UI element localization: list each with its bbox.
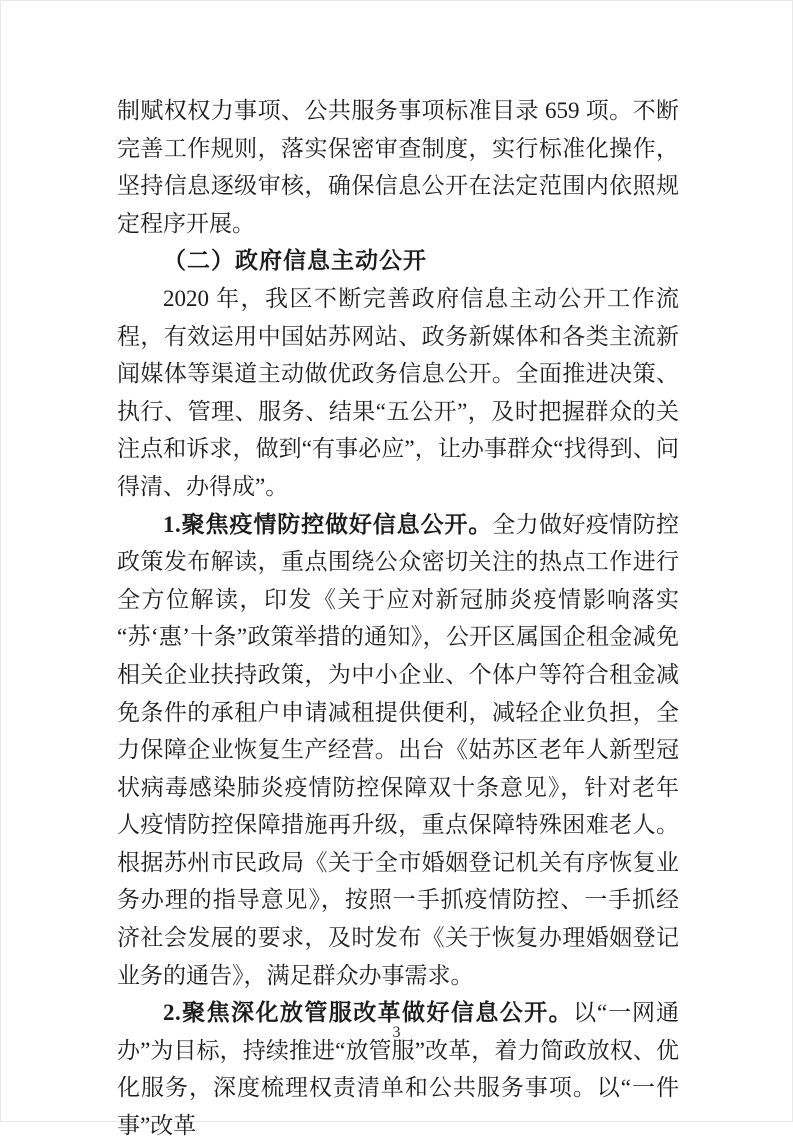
paragraph-item-2-lead: 2.聚焦深化放管服改革做好信息公开。 (163, 1000, 574, 1026)
section-heading-2: （二）政府信息主动公开 (163, 247, 427, 274)
document-body (117, 92, 679, 1145)
paragraph-item-2-body: 以“一网通办”为目标，持续推进“放管服”改革，着力简政放权、优化服务，深度梳理权责清单和公共服务事项。以“一件事”改革 (117, 1000, 679, 1139)
paragraph-overview: 2020 年，我区不断完善政府信息主动公开工作流程，有效运用中国姑苏网站、政务新媒体和各类主流新闻媒体等渠道主动做优政务信息公开。全面推进决策、执行、管理、服务、结果“五公开”，及时把握群众的关注点和诉求，做到“有事必应”，让办事群众“找得到、问得清、办得成”。 (117, 285, 679, 499)
paragraph-item-2 (117, 994, 679, 1144)
paragraph-item-1-body: 全力做好疫情防控政策发布解读，重点围绕公众密切关注的热点工作进行全方位解读，印发《关于应对新冠肺炎疫情影响落实“苏‘惠’十条”政策举措的通知》，公开区属国企租金减免相关企业扶持政策，为中小企业、个体户等符合租金减免条件的承租户申请减租提供便利，减轻企业负担，全力保障企业恢复生产经营。出台《姑苏区老年人新型冠状病毒感染肺炎疫情防控保障双十条意见》，针对老年人疫情防控保障措施再升级，重点保障特殊困难老人。根据苏州市民政局《关于全市婚姻登记机关有序恢复业务办理的指导意见》，按照一手抓疫情防控、一手抓经济社会发展的要求，及时发布《关于恢复办理婚姻登记业务的通告》，满足群众办事需求。 (117, 511, 680, 988)
page-number: 3 (392, 1024, 401, 1041)
paragraph-item-1-lead: 1.聚焦疫情防控做好信息公开。 (163, 511, 493, 537)
paragraph-item-1 (117, 506, 679, 995)
paragraph-continuation: 制赋权权力事项、公共服务事项标准目录 659 项。不断完善工作规则，落实保密审查制度，实行标准化操作，坚持信息逐级审核，确保信息公开在法定范围内依照规定程序开展。 (117, 98, 679, 236)
